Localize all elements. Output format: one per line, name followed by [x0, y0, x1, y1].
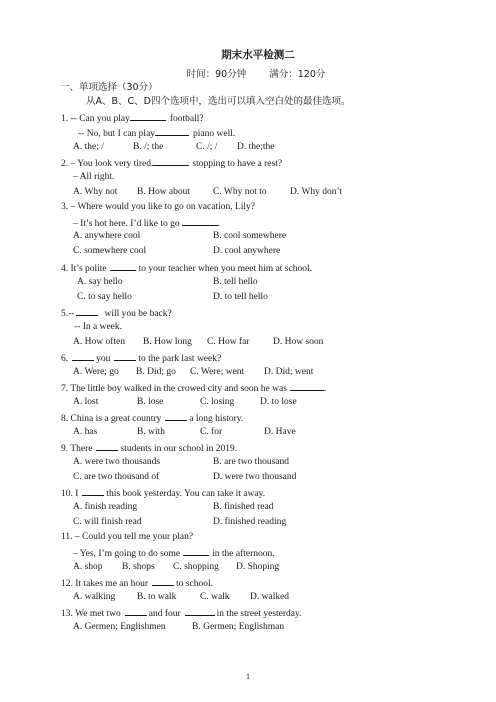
answer-blank[interactable]: [125, 606, 147, 616]
answer-blank[interactable]: [182, 216, 218, 226]
option-b[interactable]: B. How long: [143, 337, 192, 347]
question-5: 5.-- will you be back?: [61, 306, 172, 320]
question-10: 10. I this book yesterday. You can take it away.: [61, 486, 265, 500]
option-a[interactable]: A. Were; go: [73, 367, 119, 377]
option-c[interactable]: C. for: [200, 427, 223, 437]
question-4: 4. It’s polite to your teacher when you meet him at school.: [61, 261, 312, 275]
option-b[interactable]: B. How about: [137, 187, 191, 197]
option-b[interactable]: B. Germen; Englishman: [192, 622, 285, 632]
option-b[interactable]: B. cool somewhere: [213, 231, 287, 241]
option-b[interactable]: B. shops: [122, 562, 155, 572]
page-number: 1: [246, 672, 250, 681]
answer-blank[interactable]: [185, 606, 215, 616]
answer-blank[interactable]: [96, 441, 118, 451]
option-d[interactable]: D. Shoping: [236, 562, 280, 572]
answer-blank[interactable]: [114, 351, 136, 361]
exam-meta: [0, 66, 496, 80]
question-2: 2. – You look very tired. stopping to have a rest?: [61, 156, 282, 170]
option-b[interactable]: B. lose: [137, 397, 164, 407]
option-a[interactable]: A. walking: [73, 592, 116, 602]
option-d[interactable]: D. Why don’t: [290, 187, 343, 197]
exam-title: 期末水平检测二: [221, 49, 295, 61]
option-d[interactable]: D. How soon: [273, 337, 324, 347]
question-11: 11. – Could you tell me your plan?: [61, 532, 194, 542]
option-a[interactable]: A. lost: [73, 397, 99, 407]
option-b[interactable]: B. with: [137, 427, 165, 437]
question-3: 3. – Where would you like to go on vacation, Lily?: [61, 202, 256, 212]
section-instruction: 从A、B、C、D四个选项中，选出可以填入空白处的最佳选项。: [86, 96, 351, 107]
option-a[interactable]: A. How often: [73, 337, 125, 347]
question-5-reply: -- In a week.: [74, 322, 123, 332]
answer-blank[interactable]: [183, 546, 209, 556]
question-3-reply: – It’s hot here. I’d like to go .: [73, 216, 220, 230]
answer-blank[interactable]: [153, 156, 189, 166]
option-a[interactable]: A. Germen; Englishmen: [73, 622, 166, 632]
option-a[interactable]: A. were two thousands: [73, 457, 161, 467]
option-a[interactable]: A. finish reading: [73, 502, 138, 512]
answer-blank[interactable]: [290, 381, 324, 391]
option-c[interactable]: C. How far: [207, 337, 250, 347]
option-d[interactable]: D. to lose: [260, 397, 297, 407]
option-c[interactable]: C. Why not to: [213, 187, 267, 197]
option-d[interactable]: D. Did; went: [264, 367, 314, 377]
question-11-reply: – Yes, I’m going to do some in the afternoon.: [73, 546, 275, 560]
option-b[interactable]: B. /; the: [133, 142, 164, 152]
option-d[interactable]: D. were two thousand: [213, 472, 297, 482]
option-b[interactable]: B. tell hello: [213, 277, 258, 287]
option-b[interactable]: B. to walk: [137, 592, 177, 602]
question-1: 1. -- Can you play football?: [61, 111, 204, 125]
answer-blank[interactable]: [82, 486, 104, 496]
option-a[interactable]: A. shop: [73, 562, 103, 572]
option-c[interactable]: C. are two thousand of: [73, 472, 160, 482]
option-b[interactable]: B. are two thousand: [213, 457, 289, 467]
option-b[interactable]: B. Did; go: [136, 367, 176, 377]
question-12: 12. It takes me an hour to school.: [61, 576, 213, 590]
option-a[interactable]: A. has: [73, 427, 98, 437]
option-d[interactable]: D. walked: [250, 592, 290, 602]
option-c[interactable]: C. somewhere cool: [73, 246, 147, 256]
option-a[interactable]: A. anywhere cool: [73, 231, 141, 241]
answer-blank[interactable]: [152, 576, 174, 586]
question-8: 8. China is a great country a long history.: [61, 411, 243, 425]
option-c[interactable]: C. /; /: [196, 142, 218, 152]
option-b[interactable]: B. finished read: [213, 502, 274, 512]
question-6: 6. you to the park last week?: [61, 351, 221, 365]
option-a[interactable]: A. say hello: [77, 277, 123, 287]
exam-score: 满分：120分: [269, 69, 326, 80]
option-d[interactable]: D. finished reading: [213, 517, 287, 527]
option-c[interactable]: C. shopping: [173, 562, 219, 572]
option-c[interactable]: C. walk: [200, 592, 230, 602]
option-a[interactable]: A. Why not: [73, 187, 118, 197]
question-2-reply: – All right.: [73, 172, 115, 182]
option-c[interactable]: C. will finish read: [73, 517, 142, 527]
answer-blank[interactable]: [72, 351, 94, 361]
answer-blank[interactable]: [165, 411, 187, 421]
answer-blank[interactable]: [110, 261, 136, 271]
question-13: 13. We met two and four in the street yesterday.: [61, 606, 302, 620]
option-d[interactable]: D. cool anywhere: [213, 246, 281, 256]
option-d[interactable]: D. the;the: [237, 142, 275, 152]
question-1-reply: -- No, but I can play piano well.: [78, 126, 235, 140]
question-7: 7. The little boy walked in the crowed city and soon he was .: [61, 381, 326, 395]
answer-blank[interactable]: [155, 126, 189, 136]
answer-blank[interactable]: [130, 111, 166, 121]
option-c[interactable]: C. losing: [200, 397, 235, 407]
option-d[interactable]: D. Have: [264, 427, 296, 437]
option-d[interactable]: D. to tell hello: [213, 292, 268, 302]
option-c[interactable]: C. Were; went: [190, 367, 245, 377]
exam-time: 时间：90分钟: [186, 69, 247, 80]
answer-blank[interactable]: [76, 306, 98, 316]
section-heading: 一、单项选择（30分）: [60, 82, 158, 93]
option-a[interactable]: A. the; /: [73, 142, 104, 152]
option-c[interactable]: C. to say hello: [77, 292, 132, 302]
question-9: 9. There students in our school in 2019.: [61, 441, 237, 455]
